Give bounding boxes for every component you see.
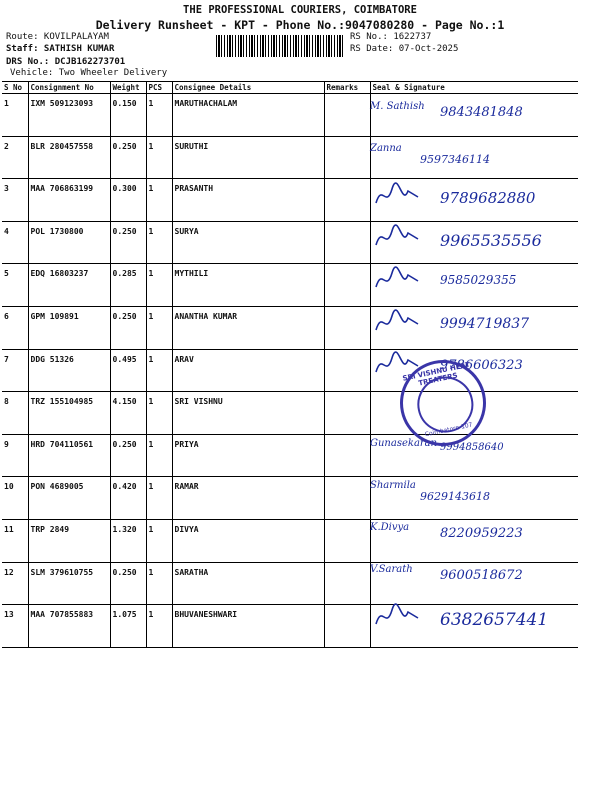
signature-phone: 9629143618 — [420, 489, 490, 503]
row-pcs: 1 — [146, 179, 172, 222]
row-consignee: MYTHILI — [172, 264, 324, 307]
row-weight: 0.300 — [110, 179, 146, 222]
row-remarks — [324, 221, 370, 264]
row-consignment-no: HRD 704110561 — [28, 434, 110, 477]
row-weight: 0.495 — [110, 349, 146, 392]
row-consignment-no: SLM 379610755 — [28, 562, 110, 605]
row-remarks — [324, 434, 370, 477]
signature-phone: 9600518672 — [440, 568, 523, 584]
vehicle-label: Vehicle: Two Wheeler Delivery — [10, 68, 168, 78]
signature-name: Sharmila — [370, 479, 416, 491]
signature-phone: 9786606323 — [440, 357, 523, 373]
stamp-city: Coimbatore-107 — [424, 421, 474, 439]
row-pcs: 1 — [146, 306, 172, 349]
route-label: Route: KOVILPALAYAM — [6, 32, 109, 42]
row-consignment-no: DDG 51326 — [28, 349, 110, 392]
row-remarks — [324, 605, 370, 648]
row-remarks — [324, 562, 370, 605]
row-pcs: 1 — [146, 94, 172, 137]
col-header-consignee: Consignee Details — [172, 82, 324, 94]
row-weight: 0.250 — [110, 562, 146, 605]
row-sno: 9 — [2, 434, 28, 477]
row-consignment-no: TRZ 155104985 — [28, 392, 110, 435]
row-weight: 0.150 — [110, 94, 146, 137]
row-remarks — [324, 179, 370, 222]
row-remarks — [324, 306, 370, 349]
signature-name: V.Sarath — [370, 564, 413, 576]
rs-date: RS Date: 07-Oct-2025 — [350, 44, 459, 54]
row-remarks — [324, 264, 370, 307]
table-row — [2, 434, 578, 477]
row-weight: 0.250 — [110, 136, 146, 179]
row-sno: 12 — [2, 562, 28, 605]
row-weight: 4.150 — [110, 392, 146, 435]
table-row — [2, 477, 578, 520]
row-sno: 11 — [2, 519, 28, 562]
company-title: THE PROFESSIONAL COURIERS, COIMBATORE — [183, 4, 417, 16]
signature-phone: 9994858640 — [440, 441, 504, 453]
row-sno: 4 — [2, 221, 28, 264]
signature-phone: 9789682880 — [440, 189, 536, 208]
drs-label: DRS No.: DCJB162273701 — [6, 57, 126, 67]
signature-scribble — [372, 308, 422, 338]
signature-name: Zanna — [370, 143, 402, 155]
signature-phone: 9994719837 — [440, 315, 530, 332]
row-consignee: ANANTHA KUMAR — [172, 306, 324, 349]
row-sno: 2 — [2, 136, 28, 179]
staff-label: Staff: SATHISH KUMAR — [6, 44, 115, 54]
signature-scribble — [372, 602, 422, 632]
row-remarks — [324, 392, 370, 435]
table-row — [2, 136, 578, 179]
row-remarks — [324, 136, 370, 179]
col-header-seal-signature: Seal & Signature — [370, 82, 578, 94]
row-pcs: 1 — [146, 349, 172, 392]
signature-phone: 9843481848 — [440, 105, 523, 120]
col-header-sno: S No — [2, 82, 28, 94]
row-sno: 7 — [2, 349, 28, 392]
row-pcs: 1 — [146, 434, 172, 477]
signature-name: Gunasekaran — [370, 437, 438, 449]
row-consignment-no: IXM 509123093 — [28, 94, 110, 137]
row-weight: 1.075 — [110, 605, 146, 648]
row-consignee: DIVYA — [172, 519, 324, 562]
signature-phone: 6382657441 — [440, 610, 549, 631]
row-pcs: 1 — [146, 519, 172, 562]
row-weight: 1.320 — [110, 519, 146, 562]
row-sno: 5 — [2, 264, 28, 307]
row-sno: 3 — [2, 179, 28, 222]
signature-name: K.Divya — [370, 522, 410, 533]
row-consignee: BHUVANESHWARI — [172, 605, 324, 648]
table-row — [2, 392, 578, 435]
col-header-weight: Weight — [110, 82, 146, 94]
row-weight: 0.420 — [110, 477, 146, 520]
row-consignee: SURUTHI — [172, 136, 324, 179]
rs-number: RS No.: 1622737 — [350, 32, 432, 42]
row-consignment-no: TRP 2849 — [28, 519, 110, 562]
stamp-text: SRI VISHNU HEAT TREATERS — [401, 360, 471, 388]
signature-name: M. Sathish — [370, 101, 425, 112]
row-consignee: SRI VISHNU — [172, 392, 324, 435]
row-consignment-no: MAA 706863199 — [28, 179, 110, 222]
row-pcs: 1 — [146, 136, 172, 179]
row-consignee: SARATHA — [172, 562, 324, 605]
runsheet-subtitle: Delivery Runsheet - KPT - Phone No.:9047080280 - Page No.:1 — [95, 18, 505, 32]
row-weight: 0.250 — [110, 434, 146, 477]
row-pcs: 1 — [146, 477, 172, 520]
row-consignment-no: MAA 707855883 — [28, 605, 110, 648]
signature-phone: 9965535556 — [440, 231, 542, 251]
col-header-remarks: Remarks — [324, 82, 370, 94]
row-pcs: 1 — [146, 221, 172, 264]
col-header-pcs: PCS — [146, 82, 172, 94]
row-weight: 0.250 — [110, 221, 146, 264]
row-consignment-no: BLR 280457558 — [28, 136, 110, 179]
row-remarks — [324, 349, 370, 392]
row-consignment-no: GPM 109891 — [28, 306, 110, 349]
signature-scribble — [372, 181, 422, 211]
row-consignment-no: PON 4689005 — [28, 477, 110, 520]
row-consignee: PRIYA — [172, 434, 324, 477]
row-consignment-no: POL 1730800 — [28, 221, 110, 264]
signature-phone: 8220959223 — [440, 526, 523, 541]
signature-phone: 9585029355 — [440, 273, 517, 288]
row-sno: 1 — [2, 94, 28, 137]
row-remarks — [324, 94, 370, 137]
signature-phone: 9597346114 — [420, 153, 490, 167]
row-consignee: RAMAR — [172, 477, 324, 520]
row-sno: 6 — [2, 306, 28, 349]
row-sno: 13 — [2, 605, 28, 648]
row-consignee: SURYA — [172, 221, 324, 264]
row-weight: 0.285 — [110, 264, 146, 307]
row-sno: 8 — [2, 392, 28, 435]
row-consignee: MARUTHACHALAM — [172, 94, 324, 137]
row-pcs: 1 — [146, 605, 172, 648]
row-consignee: PRASANTH — [172, 179, 324, 222]
row-consignee: ARAV — [172, 349, 324, 392]
signature-scribble — [372, 265, 422, 295]
col-header-consignment: Consignment No — [28, 82, 110, 94]
row-pcs: 1 — [146, 562, 172, 605]
row-pcs: 1 — [146, 264, 172, 307]
barcode-image — [216, 35, 344, 57]
row-consignment-no: EDQ 16803237 — [28, 264, 110, 307]
row-sno: 10 — [2, 477, 28, 520]
table-header-row — [2, 82, 578, 94]
row-pcs: 1 — [146, 392, 172, 435]
row-remarks — [324, 477, 370, 520]
row-remarks — [324, 519, 370, 562]
row-weight: 0.250 — [110, 306, 146, 349]
signature-scribble — [372, 223, 422, 253]
